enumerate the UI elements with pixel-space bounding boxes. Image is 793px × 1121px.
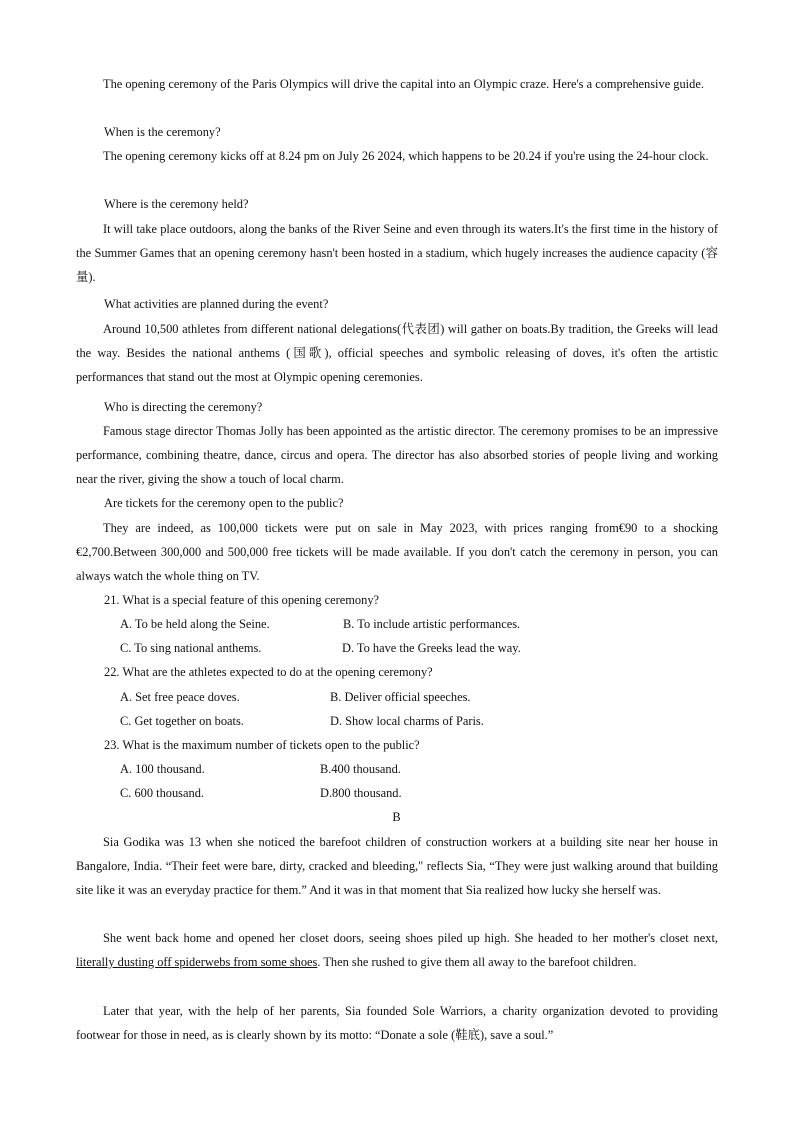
- paragraph-2-text-start: She went back home and opened her closet doors, seeing shoes piled up high. She headed to her mother's closet next,: [103, 931, 718, 945]
- answer-where: It will take place outdoors, along the banks of the River Seine and even through its waters.It's the first time in the history of the Summer Games that an opening ceremony hasn't been hosted in a stadium, which hugely increases the audience capacity (容量).: [76, 222, 718, 285]
- answer-activities: Around 10,500 athletes from different national delegations(代表团) will gather on boats.By tradition, the Greeks will lead the way. Besides the national anthems (国歌), official speeches and symbolic releasing of doves, it's often the artistic performances that stand out the most at Olympic opening ceremonies.: [76, 322, 718, 385]
- section-b-paragraph-3: Later that year, with the help of her parents, Sia founded Sole Warriors, a charity organization devoted to providing footwear for those in need, as is clearly shown by its motto: “Donate a sole (鞋底), save a soul.”: [76, 1004, 718, 1043]
- question-23-option-d[interactable]: D.800 thousand.: [320, 786, 402, 800]
- subheading-director: Who is directing the ceremony?: [104, 400, 263, 414]
- subheading-tickets: Are tickets for the ceremony open to the public?: [104, 496, 344, 510]
- question-21-option-a[interactable]: A. To be held along the Seine.: [120, 617, 270, 631]
- question-21-option-d[interactable]: D. To have the Greeks lead the way.: [342, 641, 521, 655]
- underlined-phrase: literally dusting off spiderwebs from some shoes: [76, 955, 318, 970]
- question-21-option-b[interactable]: B. To include artistic performances.: [343, 617, 521, 631]
- answer-when: The opening ceremony kicks off at 8.24 pm on July 26 2024, which happens to be 20.24 if you're using the 24-hour clock.: [103, 149, 709, 163]
- question-21-option-c[interactable]: C. To sing national anthems.: [120, 641, 262, 655]
- question-22-option-c[interactable]: C. Get together on boats.: [120, 714, 244, 728]
- paragraph-2-text-end: . Then she rushed to give them all away to the barefoot children.: [317, 955, 637, 970]
- question-23-stem: 23. What is the maximum number of tickets open to the public?: [104, 738, 420, 752]
- question-22-option-b[interactable]: B. Deliver official speeches.: [330, 690, 471, 704]
- question-21-stem: 21. What is a special feature of this opening ceremony?: [104, 593, 380, 607]
- section-b-paragraph-1: Sia Godika was 13 when she noticed the barefoot children of construction workers at a building site near her house in Bangalore, India. “Their feet were bare, dirty, cracked and bleeding," reflects Sia, “They were just walking around that building site like it was an everyday practice for them.” And it was in that moment that Sia realized how lucky she herself was.: [76, 835, 718, 898]
- question-22-stem: 22. What are the athletes expected to do at the opening ceremony?: [104, 665, 433, 679]
- subheading-when: When is the ceremony?: [104, 125, 221, 139]
- subheading-where: Where is the ceremony held?: [104, 197, 249, 211]
- section-b-paragraph-2: [76, 926, 718, 974]
- question-22-option-a[interactable]: A. Set free peace doves.: [120, 690, 240, 704]
- question-22-option-d[interactable]: D. Show local charms of Paris.: [330, 714, 484, 728]
- question-23-option-a[interactable]: A. 100 thousand.: [120, 762, 205, 776]
- question-23-option-b[interactable]: B.400 thousand.: [320, 762, 401, 776]
- subheading-activities: What activities are planned during the event?: [104, 297, 329, 311]
- intro-paragraph: The opening ceremony of the Paris Olympics will drive the capital into an Olympic craze. Here's a comprehensive guide.: [103, 77, 704, 91]
- section-b-heading: B: [392, 810, 401, 824]
- question-23-option-c[interactable]: C. 600 thousand.: [120, 786, 204, 800]
- answer-director: Famous stage director Thomas Jolly has been appointed as the artistic director. The ceremony promises to be an impressive performance, combining theatre, dance, circus and opera. The director has also absorbed stories of people living and working near the river, giving the show a touch of local charm.: [76, 424, 718, 487]
- answer-tickets: They are indeed, as 100,000 tickets were put on sale in May 2023, with prices ranging from€90 to a shocking €2,700.Between 300,000 and 500,000 free tickets will be made available. If you don't catch the ceremony in person, you can always watch the whole thing on TV.: [76, 521, 718, 584]
